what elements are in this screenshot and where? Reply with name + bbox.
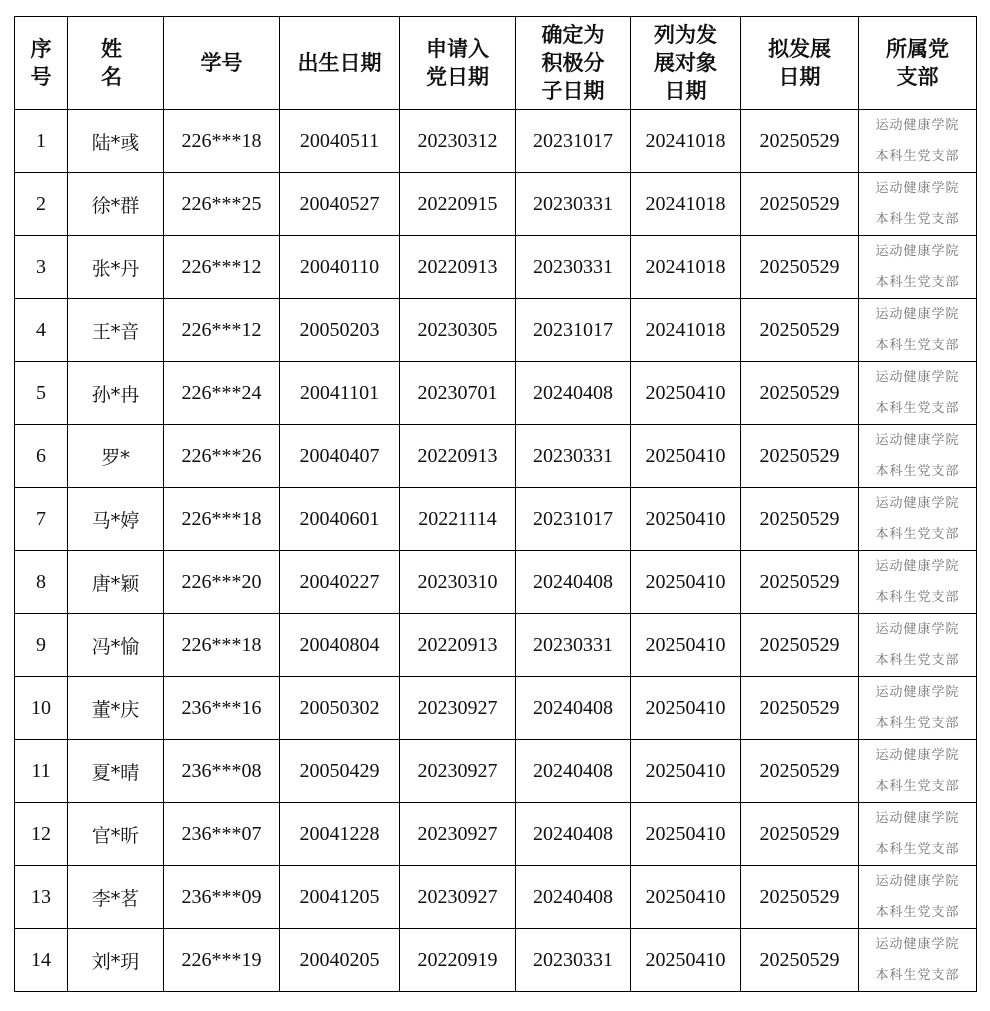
cell-birth-date: 20050302 (280, 677, 400, 740)
column-header-line: 序 (30, 36, 52, 61)
cell-birth-date: 20050429 (280, 740, 400, 803)
cell-target-date: 20250410 (631, 740, 741, 803)
cell-birth-date: 20040601 (280, 488, 400, 551)
cell-apply-date: 20230927 (400, 803, 516, 866)
cell-name: 徐*群 (68, 173, 164, 236)
cell-target-date: 20241018 (631, 299, 741, 362)
cell-student-id: 226***25 (164, 173, 280, 236)
cell-branch (859, 236, 977, 299)
column-header-apply-date (400, 17, 516, 110)
cell-name: 马*婷 (68, 488, 164, 551)
table-row (15, 173, 977, 236)
cell-planned-date: 20250529 (741, 425, 859, 488)
cell-name: 刘*玥 (68, 929, 164, 992)
cell-apply-date: 20220913 (400, 236, 516, 299)
cell-student-id: 236***08 (164, 740, 280, 803)
cell-target-date: 20241018 (631, 173, 741, 236)
cell-birth-date: 20040804 (280, 614, 400, 677)
cell-apply-date: 20220919 (400, 929, 516, 992)
column-header-line: 号 (30, 64, 52, 89)
cell-branch (859, 614, 977, 677)
cell-seq: 12 (15, 803, 68, 866)
cell-branch (859, 740, 977, 803)
table-row (15, 551, 977, 614)
table-row (15, 488, 977, 551)
cell-student-id: 226***19 (164, 929, 280, 992)
column-header-seq (15, 17, 68, 110)
branch-line: 本科生党支部 (875, 464, 960, 479)
cell-target-date: 20250410 (631, 551, 741, 614)
cell-birth-date: 20050203 (280, 299, 400, 362)
cell-target-date: 20250410 (631, 488, 741, 551)
cell-apply-date: 20221114 (400, 488, 516, 551)
cell-apply-date: 20230312 (400, 110, 516, 173)
cell-apply-date: 20230310 (400, 551, 516, 614)
cell-activist-date: 20240408 (516, 740, 631, 803)
column-header-line: 子日期 (541, 78, 605, 103)
cell-birth-date: 20040227 (280, 551, 400, 614)
branch-line: 本科生党支部 (875, 338, 960, 353)
cell-birth-date: 20040511 (280, 110, 400, 173)
cell-apply-date: 20230701 (400, 362, 516, 425)
cell-target-date: 20250410 (631, 677, 741, 740)
branch-line: 运动健康学院 (875, 496, 960, 511)
cell-apply-date: 20230927 (400, 866, 516, 929)
branch-line: 运动健康学院 (875, 433, 960, 448)
cell-activist-date: 20231017 (516, 488, 631, 551)
table-row (15, 929, 977, 992)
cell-target-date: 20250410 (631, 614, 741, 677)
cell-seq: 14 (15, 929, 68, 992)
cell-student-id: 236***09 (164, 866, 280, 929)
branch-line: 本科生党支部 (875, 590, 960, 605)
column-header-activist-date (516, 17, 631, 110)
cell-student-id: 226***18 (164, 614, 280, 677)
cell-birth-date: 20041228 (280, 803, 400, 866)
cell-birth-date: 20040407 (280, 425, 400, 488)
cell-activist-date: 20230331 (516, 929, 631, 992)
cell-branch (859, 488, 977, 551)
column-header-line: 积极分 (541, 50, 605, 75)
table-row (15, 236, 977, 299)
branch-line: 运动健康学院 (875, 370, 960, 385)
column-header-branch (859, 17, 977, 110)
cell-seq: 10 (15, 677, 68, 740)
candidate-list-document (14, 16, 977, 992)
branch-line: 运动健康学院 (875, 748, 960, 763)
cell-seq: 13 (15, 866, 68, 929)
cell-seq: 9 (15, 614, 68, 677)
column-header-line: 日期 (778, 64, 821, 89)
cell-birth-date: 20040527 (280, 173, 400, 236)
cell-activist-date: 20230331 (516, 614, 631, 677)
cell-branch (859, 110, 977, 173)
cell-apply-date: 20220913 (400, 614, 516, 677)
cell-activist-date: 20230331 (516, 173, 631, 236)
table-row (15, 803, 977, 866)
branch-line: 本科生党支部 (875, 968, 960, 983)
cell-activist-date: 20231017 (516, 299, 631, 362)
column-header-line: 党日期 (426, 64, 489, 89)
column-header-name (68, 17, 164, 110)
cell-name: 夏*晴 (68, 740, 164, 803)
column-header-line: 列为发 (654, 22, 717, 47)
cell-planned-date: 20250529 (741, 866, 859, 929)
cell-student-id: 226***12 (164, 299, 280, 362)
cell-branch (859, 866, 977, 929)
cell-birth-date: 20041101 (280, 362, 400, 425)
column-header-student-id (164, 17, 280, 110)
column-header-line: 学号 (200, 50, 243, 75)
cell-birth-date: 20040110 (280, 236, 400, 299)
column-header-birth-date (280, 17, 400, 110)
cell-branch (859, 425, 977, 488)
table-body (15, 110, 977, 992)
cell-name: 李*茗 (68, 866, 164, 929)
cell-seq: 3 (15, 236, 68, 299)
cell-student-id: 226***18 (164, 488, 280, 551)
branch-line: 运动健康学院 (875, 559, 960, 574)
cell-target-date: 20250410 (631, 929, 741, 992)
column-header-line: 确定为 (541, 22, 605, 47)
cell-target-date: 20250410 (631, 425, 741, 488)
branch-line: 本科生党支部 (875, 905, 960, 920)
cell-planned-date: 20250529 (741, 803, 859, 866)
column-header-line: 所属党 (886, 36, 949, 61)
cell-name: 孙*冉 (68, 362, 164, 425)
table-row (15, 110, 977, 173)
cell-name: 冯*愉 (68, 614, 164, 677)
column-header-line: 展对象 (654, 50, 717, 75)
branch-line: 本科生党支部 (875, 653, 960, 668)
cell-branch (859, 362, 977, 425)
cell-apply-date: 20220913 (400, 425, 516, 488)
cell-student-id: 226***26 (164, 425, 280, 488)
cell-target-date: 20250410 (631, 362, 741, 425)
cell-planned-date: 20250529 (741, 740, 859, 803)
cell-planned-date: 20250529 (741, 488, 859, 551)
cell-name: 官*昕 (68, 803, 164, 866)
cell-planned-date: 20250529 (741, 236, 859, 299)
branch-line: 本科生党支部 (875, 716, 960, 731)
column-header-line: 支部 (896, 64, 939, 89)
branch-line: 本科生党支部 (875, 401, 960, 416)
cell-name: 张*丹 (68, 236, 164, 299)
cell-student-id: 226***18 (164, 110, 280, 173)
branch-line: 本科生党支部 (875, 527, 960, 542)
branch-line: 运动健康学院 (875, 685, 960, 700)
cell-target-date: 20241018 (631, 236, 741, 299)
branch-line: 运动健康学院 (875, 307, 960, 322)
cell-planned-date: 20250529 (741, 299, 859, 362)
cell-activist-date: 20230331 (516, 236, 631, 299)
branch-line: 本科生党支部 (875, 275, 960, 290)
branch-line: 运动健康学院 (875, 811, 960, 826)
cell-seq: 11 (15, 740, 68, 803)
branch-line: 运动健康学院 (875, 181, 960, 196)
cell-activist-date: 20231017 (516, 110, 631, 173)
cell-seq: 8 (15, 551, 68, 614)
branch-line: 运动健康学院 (875, 118, 960, 133)
cell-student-id: 236***07 (164, 803, 280, 866)
branch-line: 运动健康学院 (875, 244, 960, 259)
cell-name: 唐*颖 (68, 551, 164, 614)
cell-branch (859, 299, 977, 362)
table-header-row (15, 17, 977, 110)
cell-planned-date: 20250529 (741, 551, 859, 614)
cell-activist-date: 20240408 (516, 677, 631, 740)
cell-name: 董*庆 (68, 677, 164, 740)
cell-activist-date: 20230331 (516, 425, 631, 488)
cell-branch (859, 677, 977, 740)
column-header-line: 出生日期 (297, 50, 382, 75)
cell-activist-date: 20240408 (516, 551, 631, 614)
cell-target-date: 20250410 (631, 866, 741, 929)
cell-branch (859, 173, 977, 236)
cell-student-id: 226***20 (164, 551, 280, 614)
table-row (15, 362, 977, 425)
cell-name: 罗* (68, 425, 164, 488)
cell-student-id: 226***12 (164, 236, 280, 299)
column-header-line: 申请入 (426, 36, 489, 61)
cell-seq: 6 (15, 425, 68, 488)
cell-branch (859, 929, 977, 992)
branch-line: 运动健康学院 (875, 622, 960, 637)
cell-apply-date: 20230927 (400, 740, 516, 803)
cell-target-date: 20241018 (631, 110, 741, 173)
branch-line: 本科生党支部 (875, 779, 960, 794)
cell-apply-date: 20230305 (400, 299, 516, 362)
cell-apply-date: 20230927 (400, 677, 516, 740)
cell-birth-date: 20040205 (280, 929, 400, 992)
column-header-target-date (631, 17, 741, 110)
table-row (15, 866, 977, 929)
column-header-line: 日期 (664, 78, 707, 103)
cell-seq: 2 (15, 173, 68, 236)
cell-planned-date: 20250529 (741, 173, 859, 236)
cell-activist-date: 20240408 (516, 362, 631, 425)
table-row (15, 677, 977, 740)
cell-seq: 4 (15, 299, 68, 362)
cell-planned-date: 20250529 (741, 110, 859, 173)
cell-name: 王*音 (68, 299, 164, 362)
cell-branch (859, 803, 977, 866)
table-row (15, 740, 977, 803)
cell-planned-date: 20250529 (741, 362, 859, 425)
candidate-table (14, 16, 977, 992)
cell-branch (859, 551, 977, 614)
cell-planned-date: 20250529 (741, 614, 859, 677)
branch-line: 运动健康学院 (875, 937, 960, 952)
branch-line: 本科生党支部 (875, 842, 960, 857)
cell-student-id: 226***24 (164, 362, 280, 425)
cell-seq: 1 (15, 110, 68, 173)
cell-name: 陆*彧 (68, 110, 164, 173)
cell-apply-date: 20220915 (400, 173, 516, 236)
table-row (15, 425, 977, 488)
column-header-line: 拟发展 (768, 36, 831, 61)
cell-student-id: 236***16 (164, 677, 280, 740)
cell-seq: 7 (15, 488, 68, 551)
branch-line: 本科生党支部 (875, 149, 960, 164)
branch-line: 本科生党支部 (875, 212, 960, 227)
cell-activist-date: 20240408 (516, 803, 631, 866)
cell-seq: 5 (15, 362, 68, 425)
column-header-line: 姓 名 (101, 36, 138, 89)
table-row (15, 299, 977, 362)
cell-target-date: 20250410 (631, 803, 741, 866)
cell-activist-date: 20240408 (516, 866, 631, 929)
cell-birth-date: 20041205 (280, 866, 400, 929)
cell-planned-date: 20250529 (741, 929, 859, 992)
cell-planned-date: 20250529 (741, 677, 859, 740)
table-row (15, 614, 977, 677)
column-header-planned-date (741, 17, 859, 110)
branch-line: 运动健康学院 (875, 874, 960, 889)
